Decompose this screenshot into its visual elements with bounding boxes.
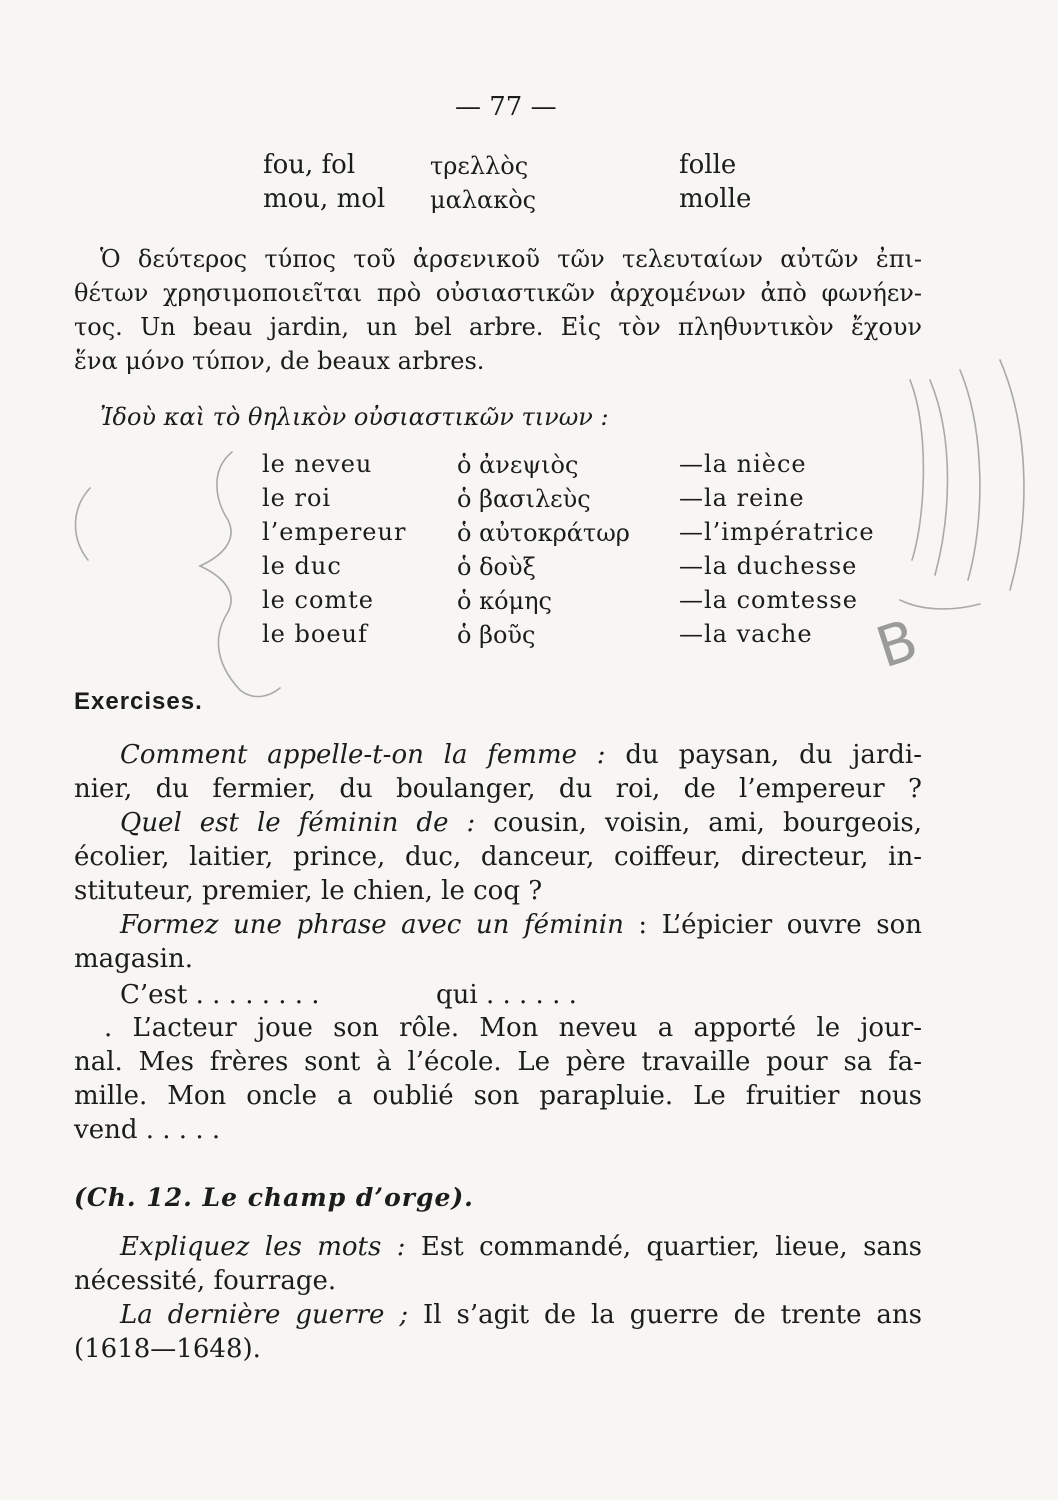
noun-gr-2: ὁ βασιλεὺς (457, 485, 591, 513)
adj-fem-2: molle (679, 184, 752, 214)
ex1-line-2: nier, du fermier, du boulanger, du roi, de l’empereur ? (74, 774, 922, 804)
noun-gr-6: ὁ βοῦς (457, 621, 536, 649)
ex3-line-3: . L’acteur joue son rôle. Mon neveu a apporté le jour- (104, 1013, 922, 1043)
noun-masc-6: le boeuf (262, 620, 368, 648)
greek-para-line-4: ἕνα μόνο τύπον, de beaux arbres. (74, 347, 485, 375)
noun-masc-5: le comte (262, 586, 375, 614)
ex3-template-a: C’est . . . . . . . . (120, 980, 320, 1010)
noun-masc-4: le duc (262, 552, 342, 580)
ex4-line-1 (120, 1232, 922, 1262)
exercises-heading: Exercises. (74, 688, 203, 715)
ex3-line-4: nal. Mes frères sont à l’école. Le père travaille pour sa fa- (74, 1047, 922, 1077)
ex2-line-2: écolier, laitier, prince, duc, danceur, coiffeur, directeur, in- (74, 842, 922, 872)
ex3-template-b: qui . . . . . . (436, 980, 577, 1010)
ex5-text-1: Il s’agit de la guerre de trente ans (423, 1300, 922, 1330)
noun-fem-2: —la reine (679, 484, 805, 512)
adj-fr-1: fou, fol (263, 150, 356, 180)
greek-para-line-2: θέτων χρησιμοποιεῖται πρὸ οὐσιαστικῶν ἀρχομένων ἀπὸ φωνήεν- (74, 279, 922, 307)
ex1-text-1: du paysan, du jardi- (625, 740, 922, 770)
adj-gr-2: μαλακὸς (430, 186, 537, 214)
ex1-prompt: Comment appelle-t-on la femme : (120, 740, 606, 770)
page-number: — 77 — (455, 92, 557, 122)
adj-gr-1: τρελλὸς (430, 152, 529, 180)
noun-masc-3: l’empereur (262, 518, 407, 546)
noun-gr-1: ὁ ἀνεψιὸς (457, 451, 579, 479)
noun-fem-5: —la comtesse (679, 586, 858, 614)
ex4-text-1: Est commandé, quartier, lieue, sans (420, 1232, 922, 1262)
ex5-prompt: La dernière guerre ; (120, 1300, 409, 1330)
ex2-prompt: Quel est le féminin de : (120, 808, 476, 838)
ex3-line-5: mille. Mon oncle a oublié son parapluie. Le fruitier nous (74, 1081, 922, 1111)
adj-fr-2: mou, mol (263, 184, 386, 214)
ex3-prompt: Formez une phrase avec un féminin (120, 910, 624, 940)
chapter-heading: (Ch. 12. Le champ d’orge). (74, 1183, 474, 1212)
ex4-prompt: Expliquez les mots : (120, 1232, 406, 1262)
noun-fem-6: —la vache (679, 620, 813, 648)
ex3-line-1 (120, 910, 922, 940)
ex3-line-2: magasin. (74, 944, 193, 974)
adj-fem-1: folle (679, 150, 737, 180)
noun-gr-4: ὁ δοὺξ (457, 553, 536, 581)
ex1-line-1 (120, 740, 922, 770)
noun-gr-3: ὁ αὐτοκράτωρ (457, 519, 630, 547)
feminine-intro: Ἰδοὺ καὶ τὸ θηλικὸν οὐσιαστικῶν τινων : (100, 403, 609, 431)
ex2-text-1: cousin, voisin, ami, bourgeois, (493, 808, 923, 838)
noun-fem-4: —la duchesse (679, 552, 858, 580)
ex2-line-1 (120, 808, 922, 838)
ex4-line-2: nécessité, fourrage. (74, 1266, 337, 1296)
greek-para-line-1: Ὁ δεύτερος τύπος τοῦ ἀρσενικοῦ τῶν τελευταίων αὐτῶν ἐπι- (100, 245, 922, 273)
greek-para-line-3: τος. Un beau jardin, un bel arbre. Εἰς τὸν πληθυντικὸν ἔχουν (74, 313, 922, 341)
ex5-line-1 (120, 1300, 922, 1330)
noun-masc-2: le roi (262, 484, 332, 512)
noun-gr-5: ὁ κόμης (457, 587, 552, 615)
ex3-text-1: : L’épicier ouvre son (638, 910, 922, 940)
noun-fem-3: —l’impératrice (679, 518, 875, 546)
noun-fem-1: —la nièce (679, 450, 807, 478)
margin-note: B (868, 607, 926, 682)
noun-masc-1: le neveu (262, 450, 373, 478)
ex5-line-2: (1618—1648). (74, 1334, 261, 1364)
ex2-line-3: stituteur, premier, le chien, le coq ? (74, 876, 543, 906)
scribble-mark (910, 380, 923, 560)
ex3-line-6: vend . . . . . (74, 1115, 221, 1145)
